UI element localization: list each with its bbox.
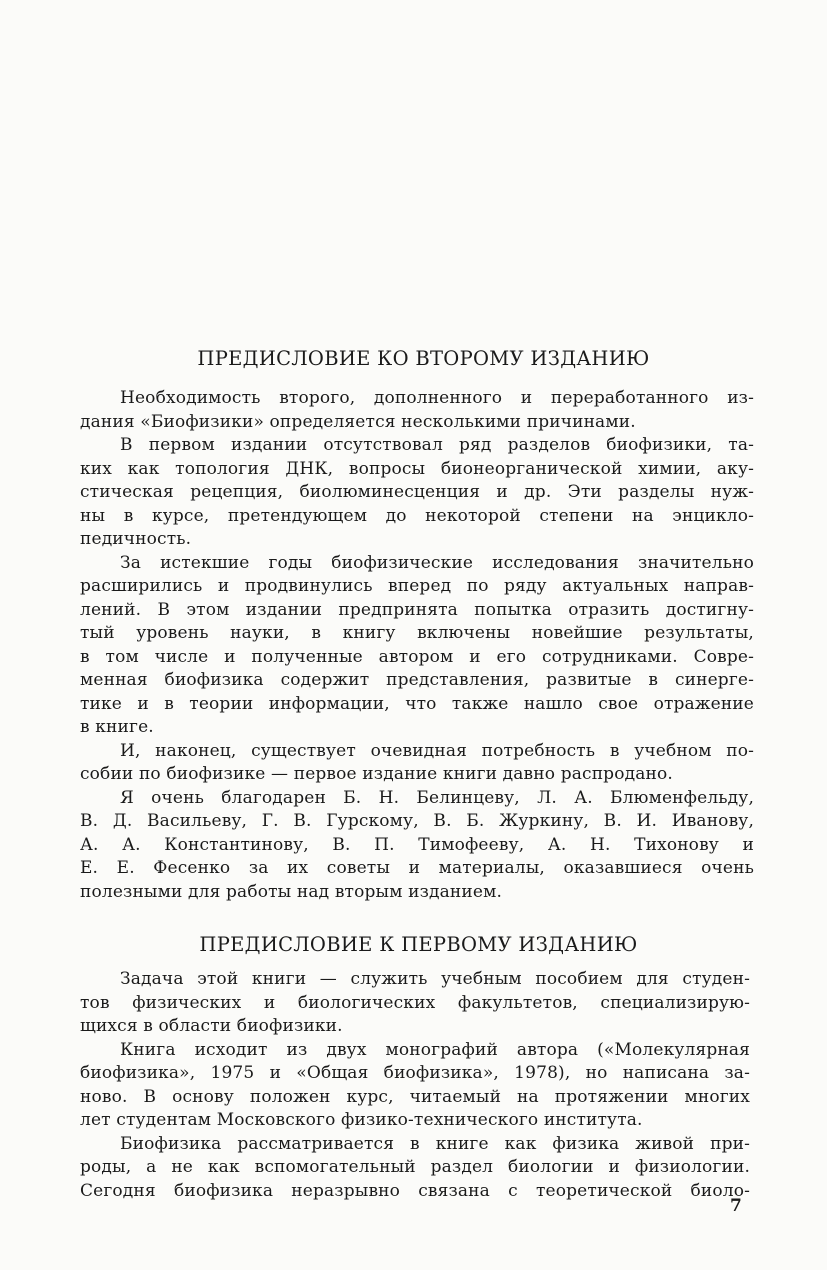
preface-second-edition	[0, 342, 827, 902]
text-line: Биофизика рассматривается в книге как физика живой при-	[120, 1133, 750, 1154]
text-line: педичность.	[80, 529, 192, 549]
text-line: В. Д. Васильеву, Г. В. Гурскому, В. Б. Журкину, В. И. Иванову,	[80, 811, 754, 831]
text-line: расширились и продвинулись вперед по ряду актуальных направ-	[80, 576, 754, 596]
text-line: роды, а не как вспомогательный раздел биологии и физиологии.	[80, 1157, 750, 1177]
text-line: менная биофизика содержит представления, развитые в синерге-	[80, 670, 754, 690]
text-line: А. А. Константинову, В. П. Тимофееву, А. Н. Тихонову и	[80, 834, 754, 855]
text-line: в том числе и полученные автором и его сотрудниками. Совре-	[80, 646, 754, 667]
text-line: тов физических и биологических факультетов, специализирую-	[80, 992, 750, 1013]
section-title: ПРЕДИСЛОВИЕ К ПЕРВОМУ ИЗДАНИЮ	[199, 933, 638, 956]
text-line: Книга исходит из двух монографий автора («Молекулярная	[120, 1039, 750, 1060]
text-line: лет студентам Московского физико-технического института.	[80, 1110, 643, 1130]
text-line: полезными для работы над вторым изданием.	[80, 881, 503, 902]
text-line: собии по биофизике — первое издание книги давно распродано.	[80, 764, 673, 784]
text-line: в книге.	[80, 717, 154, 737]
text-line: стическая рецепция, биолюминесценция и др. Эти разделы нуж-	[80, 482, 754, 502]
text-line: Е. Е. Фесенко за их советы и материалы, оказавшиеся очень	[80, 858, 754, 878]
text-line: биофизика», 1975 и «Общая биофизика», 1978), но написана за-	[80, 1063, 750, 1083]
page-number: 7	[730, 1196, 742, 1216]
text-line: тике и в теории информации, что также нашло свое отражение	[80, 693, 754, 714]
section-body	[80, 387, 754, 904]
text-line: лений. В этом издании предпринята попытка отразить достигну-	[80, 599, 754, 620]
text-line: ны в курсе, претендующем до некоторой степени на энцикло-	[80, 505, 754, 526]
text-line: И, наконец, существует очевидная потребность в учебном по-	[120, 740, 754, 761]
text-line: ново. В основу положен курс, читаемый на протяжении многих	[80, 1086, 750, 1107]
text-line: ких как топология ДНК, вопросы бионеорганической химии, аку-	[80, 458, 754, 479]
section-body	[80, 968, 750, 1203]
text-line: Задача этой книги — служить учебным пособием для студен-	[120, 969, 750, 989]
text-line: Я очень благодарен Б. Н. Белинцеву, Л. А. Блюменфельду,	[120, 787, 754, 808]
text-line: дания «Биофизики» определяется несколькими причинами.	[80, 411, 636, 432]
text-line: В первом издании отсутствовал ряд разделов биофизики, та-	[120, 435, 754, 455]
text-line: Сегодня биофизика неразрывно связана с теоретической биоло-	[80, 1180, 750, 1201]
preface-first-edition	[0, 928, 827, 1201]
text-line: За истекшие годы биофизические исследования значительно	[120, 552, 754, 573]
section-title: ПРЕДИСЛОВИЕ КО ВТОРОМУ ИЗДАНИЮ	[197, 347, 650, 370]
text-line: тый уровень науки, в книгу включены новейшие результаты,	[80, 623, 754, 643]
text-line: Необходимость второго, дополненного и переработанного из-	[120, 388, 754, 408]
text-line: щихся в области биофизики.	[80, 1016, 343, 1036]
